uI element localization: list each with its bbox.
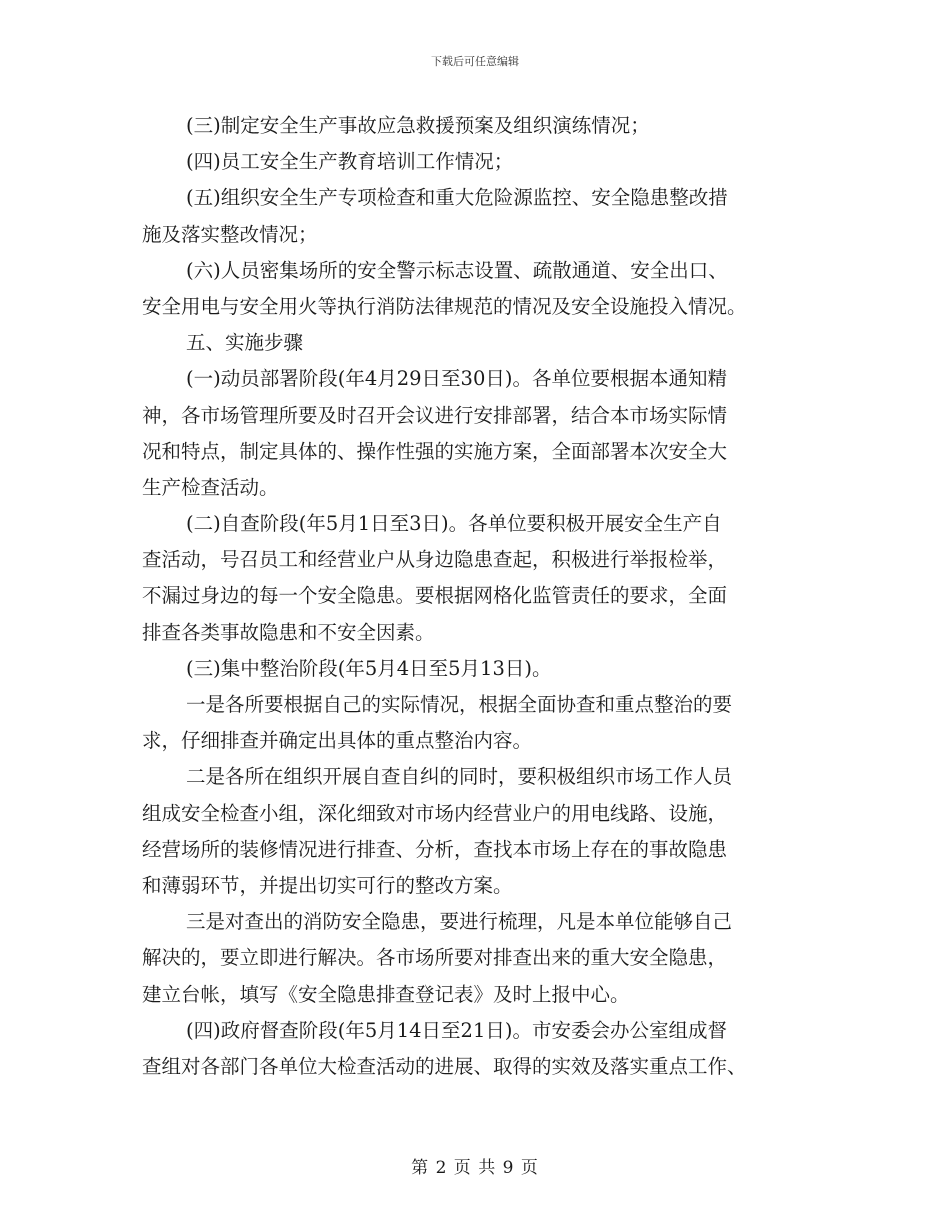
text-line: 解决的，要立即进行解决。各市场所要对排查出来的重大安全隐患， [142,946,728,970]
text-line: (五)组织安全生产专项检查和重大危险源监控、安全隐患整改措 [186,186,728,210]
text-line: (二)自查阶段(年5月1日至3日)。各单位要积极开展安全生产自 [186,512,722,536]
text-line: 况和特点，制定具体的、操作性强的实施方案，全面部署本次安全大 [142,439,728,463]
text-line: (六)人员密集场所的安全警示标志设置、疏散通道、安全出口、 [186,258,728,282]
text-line: 施及落实整改情况； [142,222,318,246]
page-footer: 第 2 页 共 9 页 [411,1158,539,1178]
text-line: (三)集中整治阶段(年5月4日至5月13日)。 [186,656,552,680]
text-line: 求，仔细排查并确定出具体的重点整治内容。 [142,729,533,753]
text-line: 生产检查活动。 [142,475,279,499]
text-line: 和薄弱环节，并提出切实可行的整改方案。 [142,873,513,897]
text-line: 经营场所的装修情况进行排查、分析，查找本市场上存在的事故隐患 [142,837,728,861]
text-line: (一)动员部署阶段(年4月29日至30日)。各单位要根据本通知精 [186,367,727,391]
text-line: 查组对各部门各单位大检查活动的进展、取得的实效及落实重点工作、 [142,1054,747,1078]
text-line: 不漏过身边的每一个安全隐患。要根据网格化监管责任的要求，全面 [142,584,728,608]
text-line: 五、实施步骤 [186,331,304,355]
page-header: 下载后可任意编辑 [431,55,519,68]
text-line: (四)员工安全生产教育培训工作情况； [186,150,514,174]
text-line: 查活动，号召员工和经营业户从身边隐患查起，积极进行举报检举， [142,548,728,572]
text-line: 建立台帐，填写《安全隐患排查登记表》及时上报中心。 [142,982,630,1006]
text-line: 三是对查出的消防安全隐患，要进行梳理，凡是本单位能够自己 [186,910,733,934]
text-line: 组成安全检查小组，深化细致对市场内经营业户的用电线路、设施， [142,801,728,825]
text-line: 神，各市场管理所要及时召开会议进行安排部署，结合本市场实际情 [142,403,728,427]
body-text [142,108,814,1085]
text-line: (三)制定安全生产事故应急救援预案及组织演练情况； [186,114,650,137]
text-line: 安全用电与安全用火等执行消防法律规范的情况及安全设施投入情况。 [142,294,747,318]
text-line: 一是各所要根据自己的实际情况，根据全面协查和重点整治的要 [186,693,733,716]
text-line: (四)政府督查阶段(年5月14日至21日)。市安委会办公室组成督 [186,1018,727,1042]
text-line: 二是各所在组织开展自查自纠的同时，要积极组织市场工作人员 [186,765,733,789]
text-line: 排查各类事故隐患和不安全因素。 [142,620,435,644]
